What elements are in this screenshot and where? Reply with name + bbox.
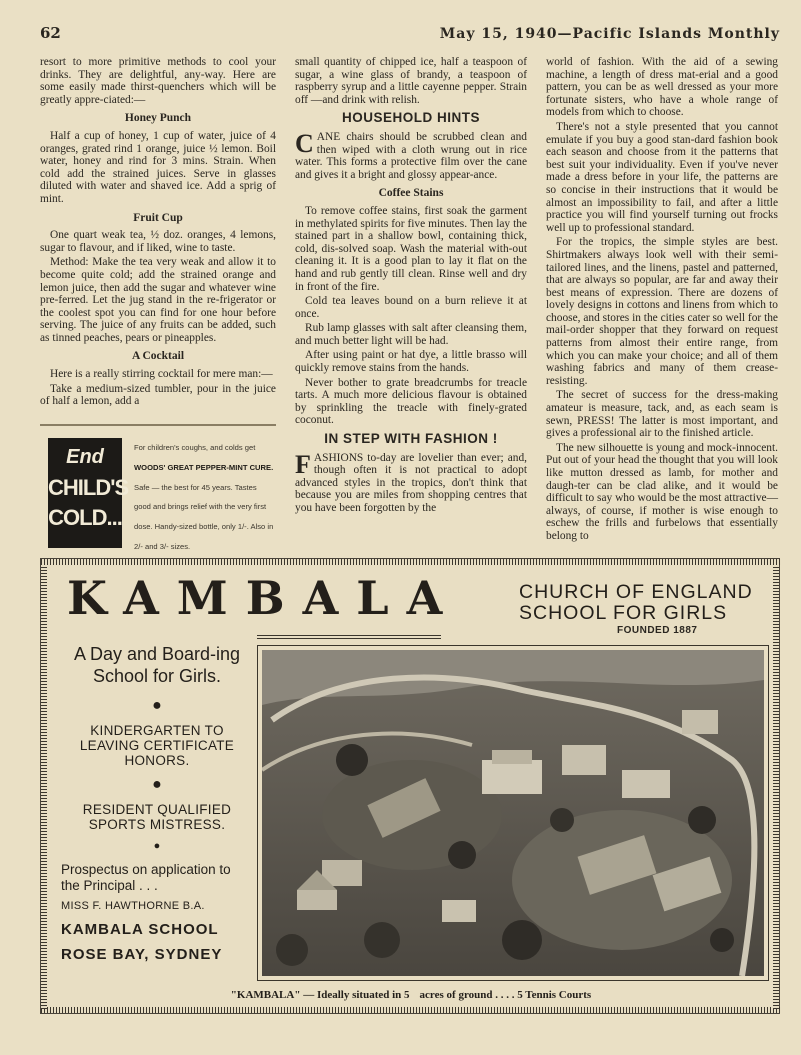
- bullet-icon: ●: [152, 697, 162, 714]
- border-stripe: [41, 1007, 781, 1013]
- heading-fashion: IN STEP WITH FASHION !: [324, 431, 498, 447]
- school-for-girls-line: SCHOOL FOR GIRLS: [519, 602, 728, 624]
- heading-coffee-stains: Coffee Stains: [378, 187, 444, 200]
- kambala-title: KAMBALA: [67, 571, 461, 625]
- paragraph: resort to more primitive methods to cool your drinks. They are delightful, any-way. Here are some easily made thirst-quenchers which will be greatly appre-ciated:—: [40, 56, 276, 106]
- school-intro: A Day and Board-ing School for Girls.: [73, 644, 241, 686]
- paragraph-fashion: [295, 449, 527, 515]
- caption-part: acres of ground . . . . 5 Tennis Courts: [419, 989, 592, 1001]
- church-of-england-line: CHURCH OF ENGLAND: [519, 581, 753, 603]
- paragraph: To remove coffee stains, first soak the garment in methylated spirits for five minutes. Then lay the stained part in a shallow bowl, containing thick, cold, dis-solved soap. Wash the material with-out cleaning it. It is a good plan to lay it flat on the hand and rub gently till clean. Rinse well and dry in front of the fire.: [295, 204, 527, 293]
- page-number: 62: [40, 24, 61, 42]
- bullet-icon: ●: [153, 840, 161, 852]
- paragraph: There's not a style presented that you cannot emulate if you buy a good stan-dard fashion book each season and choose from it the patterns that best suit your individuality. Even if you've never made a dress before in your life, the patterns are so concise in their instructions that it would be almost an impossibility to fail, and after a little practice you will find yourself turning out frocks well up to professional standard.: [546, 120, 778, 234]
- paragraph: Cold tea leaves bound on a burn relieve it at once.: [295, 295, 527, 320]
- prospectus-text: Prospectus on application to the Principal . . .: [61, 862, 231, 893]
- drop-cap: C: [295, 128, 314, 158]
- paragraph: The new silhouette is young and mock-innocent. Put out of your head the thought that you will look like mutton dressed as lamb, for mother and daugh-ter can be clad alike, and it would be difficult to say who would be the most attractive—always, of course, if mother is wise enough to eschew the frills and furbelows that essentially belong to: [546, 441, 778, 542]
- paragraph: Take a medium-sized tumbler, pour in the juice of half a lemon, add a: [40, 382, 276, 408]
- paragraph: Half a cup of honey, 1 cup of water, juice of 4 oranges, grated rind 1 orange, juice ½ lemon. Boil water, honey and rind for 3 mins. Strain. When cold add the strained juices. Serve in glasses diluted with water and shaved ice. Add a sprig of mint.: [40, 129, 276, 205]
- running-head: May 15, 1940—Pacific Islands Monthly: [439, 26, 780, 42]
- kindergarten-text: KINDERGARTEN TO LEAVING CERTIFICATE HONORS.: [79, 723, 235, 768]
- sports-mistress-text: RESIDENT QUALIFIED SPORTS MISTRESS.: [82, 802, 232, 832]
- aerial-photo: [262, 650, 764, 976]
- woods-text-a: For children's coughs, and colds get: [134, 443, 256, 452]
- school-name: KAMBALA SCHOOL: [61, 921, 219, 938]
- paragraph-text: ANE chairs should be scrubbed clean and then wiped with a cloth wrung out in rice water. This forms a protective film over the cane and gives it a bright and glossy appear-ance.: [295, 130, 527, 181]
- bullet-icon: ●: [152, 776, 162, 793]
- principal-name: MISS F. HAWTHORNE B.A.: [61, 900, 205, 912]
- paragraph-cane: [295, 128, 527, 181]
- kambala-info-panel: [61, 643, 253, 963]
- column-2: [295, 56, 527, 517]
- heading-household-hints: HOUSEHOLD HINTS: [341, 110, 480, 126]
- woods-text-b: Safe — the best for 45 years. Tastes good and brings relief with the very first dose. Handy-sized bottle, only 1/-. Also in 2/- and 3/- sizes.: [134, 482, 274, 551]
- woods-logo-line: COLD...: [48, 505, 122, 530]
- paragraph-text: ASHIONS to-day are lovelier than ever; and, though often it is not practical to adopt advanced styles in the tropics, don't think that because you are miles from shopping centres that you have been forgotten by the: [295, 451, 527, 514]
- column-1: [40, 56, 276, 410]
- aerial-photo-frame: [257, 645, 769, 981]
- paragraph: Here is a really stirring cocktail for mere man:—: [50, 368, 273, 381]
- drop-cap: F: [295, 449, 311, 479]
- border-stripe: [773, 565, 779, 1009]
- school-address: ROSE BAY, SYDNEY: [61, 946, 223, 963]
- woods-ad-text: [134, 438, 274, 557]
- border-stripe: [41, 559, 781, 565]
- caption-part: "KAMBALA" — Ideally situated in 5: [230, 989, 410, 1001]
- photo-caption: [41, 989, 781, 1001]
- woods-brand: WOODS' GREAT PEPPER-MINT CURE.: [134, 462, 274, 472]
- border-stripe: [41, 565, 47, 1009]
- woods-logo-line: CHILD'S: [48, 475, 129, 500]
- paragraph: Rub lamp glasses with salt after cleansing them, and much better light will be had.: [295, 322, 527, 347]
- divider: [257, 638, 441, 639]
- paragraph: The secret of success for the dress-making amateur is measure, tack, and, as each seam is sewn, PRESS! The latter is most important, and gives a professional air to the finished article.: [546, 389, 778, 440]
- heading-fruit-cup: Fruit Cup: [133, 211, 183, 224]
- woods-logo-line: End: [66, 446, 104, 468]
- heading-honey-punch: Honey Punch: [124, 112, 192, 125]
- founded-date: FOUNDED 1887: [617, 625, 698, 636]
- divider: [257, 635, 441, 636]
- heading-cocktail: A Cocktail: [131, 350, 185, 363]
- paragraph: world of fashion. With the aid of a sewing machine, a length of dress mat-erial and a good pattern, you can be as well dressed as your more fortunate sisters, who have a whole range of models from which to choose.: [546, 56, 778, 119]
- paragraph: Never bother to grate breadcrumbs for treacle tarts. A much more delicious flavour is obtained by sprinkling the treacle with finely-grated coconut.: [295, 376, 527, 427]
- paragraph: One quart weak tea, ½ doz. oranges, 4 lemons, sugar to flavour, and if liked, wine to taste.: [40, 229, 276, 254]
- woods-ad-logo: [48, 438, 129, 548]
- woods-cold-cure-ad: [40, 424, 276, 550]
- kambala-school-ad: [40, 558, 780, 1014]
- paragraph: small quantity of chipped ice, half a teaspoon of sugar, a wine glass of brandy, a teaspoon of raspberry syrup and a little cayenne pepper. Strain off —and drink with relish.: [295, 56, 527, 106]
- paragraph: Method: Make the tea very weak and allow it to become quite cold; add the strained orange and lemon juice, then add the sugar and whatever wine pre-ferred. Let the jug stand in the re-frigerator or the coolest spot you can find for one hour before serving. The juice of any fruits can be added, such as tinned peaches, pears or pineapples.: [40, 256, 276, 344]
- paragraph: For the tropics, the simple styles are best. Shirtmakers always look well with their semi-tailored lines, and the linens, pastel and patterned, that are always so popular, are far and away their best means of expression. There are dozens of lovely designs in cottons and linens from which to choose, and stores in the cities cater so well for the mail-order shopper that they forward on request patterns from almost their entire range, from which you can make your choice; and all of them washing fabrics and many of them crease-resisting.: [546, 236, 778, 387]
- paragraph: After using paint or hat dye, a little brasso will quickly remove stains from the hands.: [295, 349, 527, 375]
- column-3: [546, 56, 778, 545]
